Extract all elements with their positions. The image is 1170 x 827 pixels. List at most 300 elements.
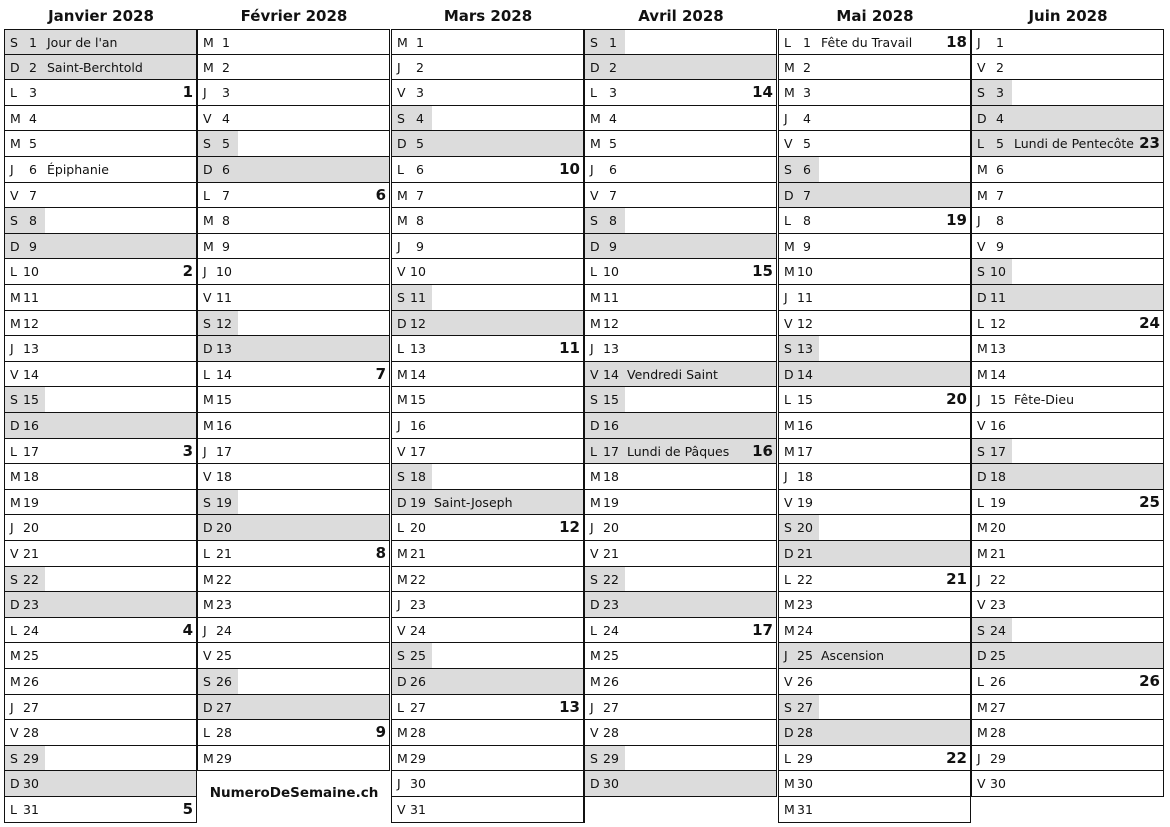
holiday-label: Ascension: [821, 648, 885, 664]
weekday-letter: V: [203, 290, 212, 305]
day-row: [391, 285, 584, 311]
day-row: [778, 771, 971, 797]
weekday-letter: M: [203, 597, 214, 613]
weekday-letter: D: [784, 187, 794, 203]
weekday-letter: S: [10, 750, 18, 766]
week-number: 6: [375, 185, 386, 204]
day-number: 17: [603, 443, 619, 459]
weekday-letter: L: [10, 85, 17, 101]
weekday-letter: S: [977, 443, 985, 459]
day-number: 12: [410, 315, 426, 331]
day-number: 14: [797, 366, 813, 382]
week-number: 7: [375, 364, 386, 383]
weekday-letter: S: [590, 750, 598, 766]
day-number: 16: [797, 418, 813, 433]
day-number: 6: [609, 162, 617, 177]
day-row: [778, 413, 971, 439]
weekday-letter: D: [784, 546, 794, 561]
weekday-letter: D: [397, 494, 407, 510]
weekday-letter: D: [203, 699, 213, 715]
day-number: 10: [603, 264, 619, 280]
holiday-label: Jour de l'an: [47, 35, 118, 50]
weekday-letter: M: [10, 494, 21, 510]
day-number: 7: [222, 187, 230, 203]
weekday-letter: M: [977, 520, 988, 536]
weekday-letter: L: [10, 802, 17, 817]
day-number: 24: [410, 622, 426, 638]
week-number: 25: [1139, 492, 1160, 511]
day-row: [778, 618, 971, 644]
day-number: 2: [803, 59, 811, 75]
weekday-letter: L: [10, 443, 17, 459]
weekday-letter: L: [590, 264, 597, 280]
day-row: [197, 490, 390, 516]
day-number: 6: [803, 162, 811, 177]
day-number: 30: [797, 776, 813, 792]
day-row: [584, 157, 777, 183]
day-row: [391, 643, 584, 669]
day-number: 13: [23, 341, 39, 357]
day-row: [971, 464, 1164, 490]
day-row: [197, 29, 390, 55]
day-number: 13: [216, 341, 232, 357]
day-number: 29: [797, 750, 813, 766]
day-row: [584, 208, 777, 234]
weekday-letter: D: [977, 469, 987, 485]
day-row: [391, 464, 584, 490]
weekday-letter: J: [977, 571, 981, 587]
day-row: [778, 669, 971, 695]
day-number: 11: [603, 290, 619, 305]
day-row: [4, 362, 197, 388]
day-number: 12: [990, 315, 1006, 331]
day-row: [391, 259, 584, 285]
month-title: Juin 2028: [1028, 7, 1108, 25]
weekday-letter: S: [784, 341, 792, 357]
day-row: [584, 720, 777, 746]
holiday-label: Saint-Joseph: [434, 494, 513, 510]
day-row: [778, 592, 971, 618]
day-row: [4, 490, 197, 516]
month-title: Mars 2028: [443, 7, 533, 25]
day-row: [391, 695, 584, 721]
weekday-letter: J: [977, 213, 981, 229]
holiday-label: Vendredi Saint: [627, 366, 718, 382]
weekday-letter: V: [203, 469, 212, 485]
day-number: 25: [797, 648, 813, 664]
day-number: 18: [410, 469, 426, 485]
day-row: [778, 55, 971, 81]
weekday-letter: M: [203, 59, 214, 75]
weekday-letter: M: [977, 366, 988, 382]
day-number: 29: [23, 750, 39, 766]
day-number: 21: [216, 546, 232, 561]
day-row: [971, 29, 1164, 55]
day-row: [197, 541, 390, 567]
day-number: 28: [990, 725, 1006, 741]
day-row: [971, 771, 1164, 797]
day-row: [971, 362, 1164, 388]
day-number: 17: [23, 443, 39, 459]
day-number: 15: [23, 392, 39, 408]
day-number: 6: [29, 162, 37, 177]
weekday-letter: M: [203, 750, 214, 766]
day-number: 19: [990, 494, 1006, 510]
day-row: [778, 259, 971, 285]
weekday-letter: L: [203, 366, 210, 382]
holiday-label: Lundi de Pentecôte: [1014, 136, 1134, 152]
day-number: 14: [410, 366, 426, 382]
weekday-letter: L: [977, 494, 984, 510]
weekday-letter: L: [784, 750, 791, 766]
day-row: [391, 362, 584, 388]
day-row: [971, 439, 1164, 465]
weekday-letter: S: [10, 213, 18, 229]
month-title: Mai 2028: [836, 7, 914, 25]
day-number: 13: [797, 341, 813, 357]
day-row: [197, 259, 390, 285]
day-number: 13: [990, 341, 1006, 357]
weekday-letter: M: [784, 443, 795, 459]
day-number: 9: [803, 238, 811, 254]
weekday-letter: S: [397, 290, 405, 305]
day-number: 10: [23, 264, 39, 280]
day-row: [971, 80, 1164, 106]
day-number: 9: [29, 238, 37, 254]
day-number: 18: [990, 469, 1006, 485]
weekday-letter: D: [590, 418, 600, 433]
weekday-letter: V: [10, 187, 19, 203]
week-number: 20: [946, 390, 967, 409]
weekday-letter: L: [397, 520, 404, 536]
weekday-letter: S: [203, 674, 211, 689]
weekday-letter: D: [977, 110, 987, 126]
weekday-letter: L: [590, 622, 597, 638]
day-row: [584, 106, 777, 132]
day-number: 2: [416, 59, 424, 75]
day-number: 28: [23, 725, 39, 741]
day-row: [778, 285, 971, 311]
day-number: 9: [609, 238, 617, 254]
day-number: 16: [410, 418, 426, 433]
weekday-letter: V: [10, 546, 19, 561]
day-row: [971, 720, 1164, 746]
day-row: [197, 362, 390, 388]
weekday-letter: S: [977, 264, 985, 280]
day-number: 26: [603, 674, 619, 689]
weekday-letter: J: [203, 85, 207, 101]
day-number: 4: [609, 110, 617, 126]
weekday-letter: M: [977, 341, 988, 357]
weekday-letter: M: [10, 110, 21, 126]
weekday-letter: V: [10, 725, 19, 741]
day-row: [4, 106, 197, 132]
day-row: [4, 567, 197, 593]
day-number: 6: [222, 162, 230, 177]
weekday-letter: J: [203, 264, 207, 280]
weekday-letter: S: [203, 315, 211, 331]
weekday-letter: S: [397, 110, 405, 126]
day-number: 25: [990, 648, 1006, 664]
weekday-letter: M: [397, 187, 408, 203]
day-number: 24: [23, 622, 39, 638]
day-row: [584, 567, 777, 593]
weekday-letter: D: [977, 290, 987, 305]
day-row: [391, 336, 584, 362]
day-row: [778, 80, 971, 106]
week-number: 23: [1139, 134, 1160, 153]
day-row: [971, 515, 1164, 541]
day-row: [391, 413, 584, 439]
day-row: [971, 259, 1164, 285]
weekday-letter: L: [784, 35, 791, 50]
weekday-letter: V: [397, 802, 406, 817]
week-number: 5: [182, 800, 193, 818]
weekday-letter: M: [10, 315, 21, 331]
day-row: [4, 259, 197, 285]
day-number: 25: [410, 648, 426, 664]
day-row: [778, 208, 971, 234]
day-number: 26: [410, 674, 426, 689]
day-number: 19: [410, 494, 426, 510]
day-row: [197, 669, 390, 695]
day-number: 5: [609, 136, 617, 152]
day-row: [391, 208, 584, 234]
day-row: [778, 131, 971, 157]
weekday-letter: V: [397, 264, 406, 280]
weekday-letter: J: [590, 699, 594, 715]
day-row: [391, 618, 584, 644]
month-title: Février 2028: [240, 7, 348, 25]
day-row: [971, 183, 1164, 209]
weekday-letter: S: [784, 520, 792, 536]
weekday-letter: D: [590, 238, 600, 254]
day-number: 14: [990, 366, 1006, 382]
day-number: 22: [990, 571, 1006, 587]
day-row: [4, 746, 197, 772]
day-number: 5: [803, 136, 811, 152]
weekday-letter: V: [203, 648, 212, 664]
weekday-letter: M: [784, 85, 795, 101]
weekday-letter: S: [590, 35, 598, 50]
weekday-letter: M: [590, 674, 601, 689]
weekday-letter: M: [203, 35, 214, 50]
day-row: [584, 515, 777, 541]
day-row: [584, 29, 777, 55]
day-number: 27: [603, 699, 619, 715]
day-number: 30: [23, 776, 39, 792]
day-number: 16: [216, 418, 232, 433]
weekday-letter: V: [977, 59, 986, 75]
weekday-letter: M: [784, 264, 795, 280]
week-number: 26: [1139, 672, 1160, 690]
weekday-letter: L: [10, 622, 17, 638]
weekday-letter: M: [203, 571, 214, 587]
day-row: [971, 208, 1164, 234]
weekday-letter: S: [203, 136, 211, 152]
weekday-letter: V: [590, 187, 599, 203]
day-row: [584, 336, 777, 362]
day-row: [4, 311, 197, 337]
weekday-letter: D: [10, 59, 20, 75]
weekday-letter: V: [590, 725, 599, 741]
weekday-letter: D: [590, 59, 600, 75]
day-row: [778, 439, 971, 465]
day-row: [584, 362, 777, 388]
day-number: 29: [990, 750, 1006, 766]
day-number: 22: [216, 571, 232, 587]
day-number: 3: [996, 85, 1004, 101]
weekday-letter: V: [784, 315, 793, 331]
day-number: 3: [803, 85, 811, 101]
day-number: 13: [603, 341, 619, 357]
day-number: 17: [216, 443, 232, 459]
weekday-letter: D: [977, 648, 987, 664]
day-number: 26: [797, 674, 813, 689]
day-number: 8: [609, 213, 617, 229]
day-row: [4, 669, 197, 695]
day-row: [584, 541, 777, 567]
day-number: 30: [990, 776, 1006, 792]
day-number: 23: [603, 597, 619, 613]
weekday-letter: M: [784, 59, 795, 75]
weekday-letter: M: [397, 213, 408, 229]
day-number: 22: [603, 571, 619, 587]
weekday-letter: M: [784, 238, 795, 254]
day-number: 19: [216, 494, 232, 510]
day-row: [584, 771, 777, 797]
day-number: 9: [416, 238, 424, 254]
week-number: 21: [946, 569, 967, 588]
weekday-letter: J: [203, 622, 207, 638]
day-row: [4, 157, 197, 183]
day-row: [778, 720, 971, 746]
weekday-letter: L: [203, 546, 210, 561]
day-number: 10: [410, 264, 426, 280]
weekday-letter: J: [590, 520, 594, 536]
week-number: 3: [182, 441, 193, 460]
day-row: [778, 746, 971, 772]
weekday-letter: M: [397, 35, 408, 50]
day-row: [391, 157, 584, 183]
day-row: [584, 695, 777, 721]
day-number: 15: [990, 392, 1006, 408]
weekday-letter: V: [784, 494, 793, 510]
day-row: [584, 618, 777, 644]
day-number: 26: [216, 674, 232, 689]
day-number: 4: [803, 110, 811, 126]
day-number: 23: [990, 597, 1006, 613]
weekday-letter: V: [590, 546, 599, 561]
day-number: 24: [603, 622, 619, 638]
day-row: [584, 311, 777, 337]
day-row: [197, 336, 390, 362]
day-row: [778, 157, 971, 183]
day-row: [971, 746, 1164, 772]
day-row: [971, 336, 1164, 362]
day-row: [391, 183, 584, 209]
day-row: [584, 643, 777, 669]
day-row: [391, 746, 584, 772]
day-number: 19: [23, 494, 39, 510]
day-number: 20: [216, 520, 232, 536]
day-number: 27: [990, 699, 1006, 715]
weekday-letter: J: [977, 750, 981, 766]
weekday-letter: M: [784, 622, 795, 638]
weekday-letter: D: [10, 418, 20, 433]
day-row: [197, 55, 390, 81]
week-number: 4: [182, 620, 193, 639]
day-row: [391, 541, 584, 567]
day-number: 18: [216, 469, 232, 485]
weekday-letter: J: [784, 469, 788, 485]
day-number: 3: [222, 85, 230, 101]
day-number: 23: [23, 597, 39, 613]
day-number: 12: [797, 315, 813, 331]
day-row: [971, 669, 1164, 695]
weekday-letter: J: [590, 162, 594, 177]
weekday-letter: J: [590, 341, 594, 357]
weekday-letter: S: [784, 162, 792, 177]
weekday-letter: D: [10, 776, 20, 792]
day-row: [4, 208, 197, 234]
day-number: 22: [23, 571, 39, 587]
weekday-letter: D: [203, 341, 213, 357]
month-title: Avril 2028: [638, 7, 724, 25]
weekday-letter: J: [977, 392, 981, 408]
weekday-letter: V: [397, 443, 406, 459]
day-number: 8: [29, 213, 37, 229]
day-number: 9: [996, 238, 1004, 254]
day-number: 1: [609, 35, 617, 50]
day-number: 7: [803, 187, 811, 203]
day-row: [4, 643, 197, 669]
week-number: 11: [559, 339, 580, 358]
day-row: [584, 669, 777, 695]
day-row: [391, 234, 584, 260]
weekday-letter: S: [590, 213, 598, 229]
day-number: 5: [996, 136, 1004, 152]
day-number: 21: [603, 546, 619, 561]
day-number: 29: [410, 750, 426, 766]
day-number: 19: [603, 494, 619, 510]
weekday-letter: D: [203, 520, 213, 536]
week-number: 15: [752, 262, 773, 281]
day-number: 4: [996, 110, 1004, 126]
day-row: [971, 643, 1164, 669]
day-row: [584, 439, 777, 465]
day-row: [778, 464, 971, 490]
day-row: [197, 720, 390, 746]
day-row: [4, 183, 197, 209]
day-number: 12: [216, 315, 232, 331]
holiday-label: Épiphanie: [47, 162, 109, 177]
week-number: 2: [182, 262, 193, 281]
day-number: 26: [990, 674, 1006, 689]
weekday-letter: D: [397, 136, 407, 152]
day-number: 4: [222, 110, 230, 126]
day-number: 20: [23, 520, 39, 536]
weekday-letter: J: [397, 59, 401, 75]
holiday-label: Fête du Travail: [821, 35, 913, 50]
weekday-letter: V: [977, 238, 986, 254]
weekday-letter: L: [397, 699, 404, 715]
day-row: [778, 567, 971, 593]
weekday-letter: J: [784, 648, 788, 664]
day-number: 3: [416, 85, 424, 101]
day-row: [584, 80, 777, 106]
day-number: 11: [23, 290, 39, 305]
